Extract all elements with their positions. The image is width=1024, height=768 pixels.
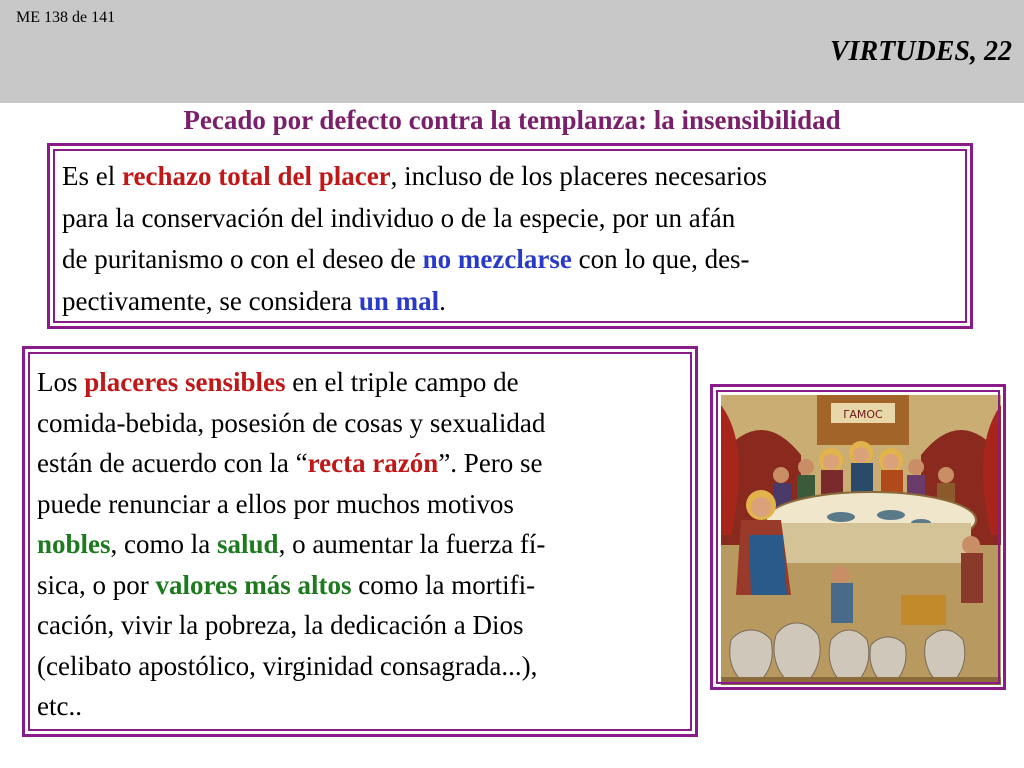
slide-header (0, 0, 1024, 103)
text-run: etc.. (37, 691, 82, 721)
text-run: pectivamente, se considera (62, 285, 359, 316)
definition-line (62, 198, 767, 240)
explanation-line (37, 565, 545, 606)
explanation-line (37, 403, 545, 444)
explanation-line (37, 362, 545, 403)
text-run: están de acuerdo con la “ (37, 448, 308, 478)
explanation-line (37, 646, 545, 687)
definition-line (62, 239, 767, 281)
text-run: para la conservación del individuo o de la especie, por un afán (62, 202, 736, 233)
icon-inscription: ΓΑΜΟC (843, 408, 883, 421)
text-run: Los (37, 367, 85, 397)
text-run: , como la (110, 529, 218, 559)
explanation-line (37, 605, 545, 646)
highlight-green: valores más altos (155, 569, 352, 600)
highlight-green: nobles (37, 529, 111, 559)
text-run: con lo que, des- (571, 244, 750, 274)
slide-subtitle: Pecado por defecto contra la templanza: la insensibilidad (183, 105, 841, 135)
slide-title: VIRTUDES, 22 (829, 36, 1012, 67)
text-run: en el triple campo de (285, 367, 519, 397)
text-run: puede renunciar a ellos por muchos motivos (37, 488, 514, 519)
highlight-red: recta razón (307, 448, 439, 478)
text-run: , o aumentar la fuerza fí- (278, 529, 546, 559)
text-run: cación, vivir la pobreza, la dedicación a Dios (37, 610, 524, 640)
text-run: (celibato apostólico, virginidad consagrada...), (37, 650, 538, 681)
text-run: Es el (62, 161, 122, 191)
definition-box (47, 143, 973, 329)
text-run: ”. Pero se (438, 448, 543, 478)
text-run: . (439, 285, 446, 316)
explanation-line (37, 524, 545, 565)
explanation-line (37, 686, 545, 727)
definition-text (62, 156, 767, 322)
text-run: , incluso de los placeres necesarios (390, 161, 768, 191)
page-counter: ME 138 de 141 (16, 9, 116, 26)
text-run: sica, o por (37, 569, 156, 600)
wedding-at-cana-icon (721, 395, 1001, 685)
explanation-box (22, 346, 698, 737)
wedding-icon-frame (710, 384, 1006, 690)
highlight-red: rechazo total del placer (122, 161, 391, 191)
highlight-blue: un mal (358, 285, 440, 316)
explanation-line (37, 484, 545, 525)
explanation-line (37, 443, 545, 484)
explanation-text (37, 362, 545, 727)
highlight-red: placeres sensibles (84, 367, 286, 397)
highlight-green: salud (217, 529, 279, 559)
text-run: de puritanismo o con el deseo de (62, 244, 423, 274)
definition-line (62, 156, 767, 198)
text-run: como la mortifi- (351, 569, 536, 600)
highlight-blue: no mezclarse (422, 244, 572, 274)
definition-line (62, 281, 767, 323)
text-run: comida-bebida, posesión de cosas y sexualidad (37, 407, 546, 438)
